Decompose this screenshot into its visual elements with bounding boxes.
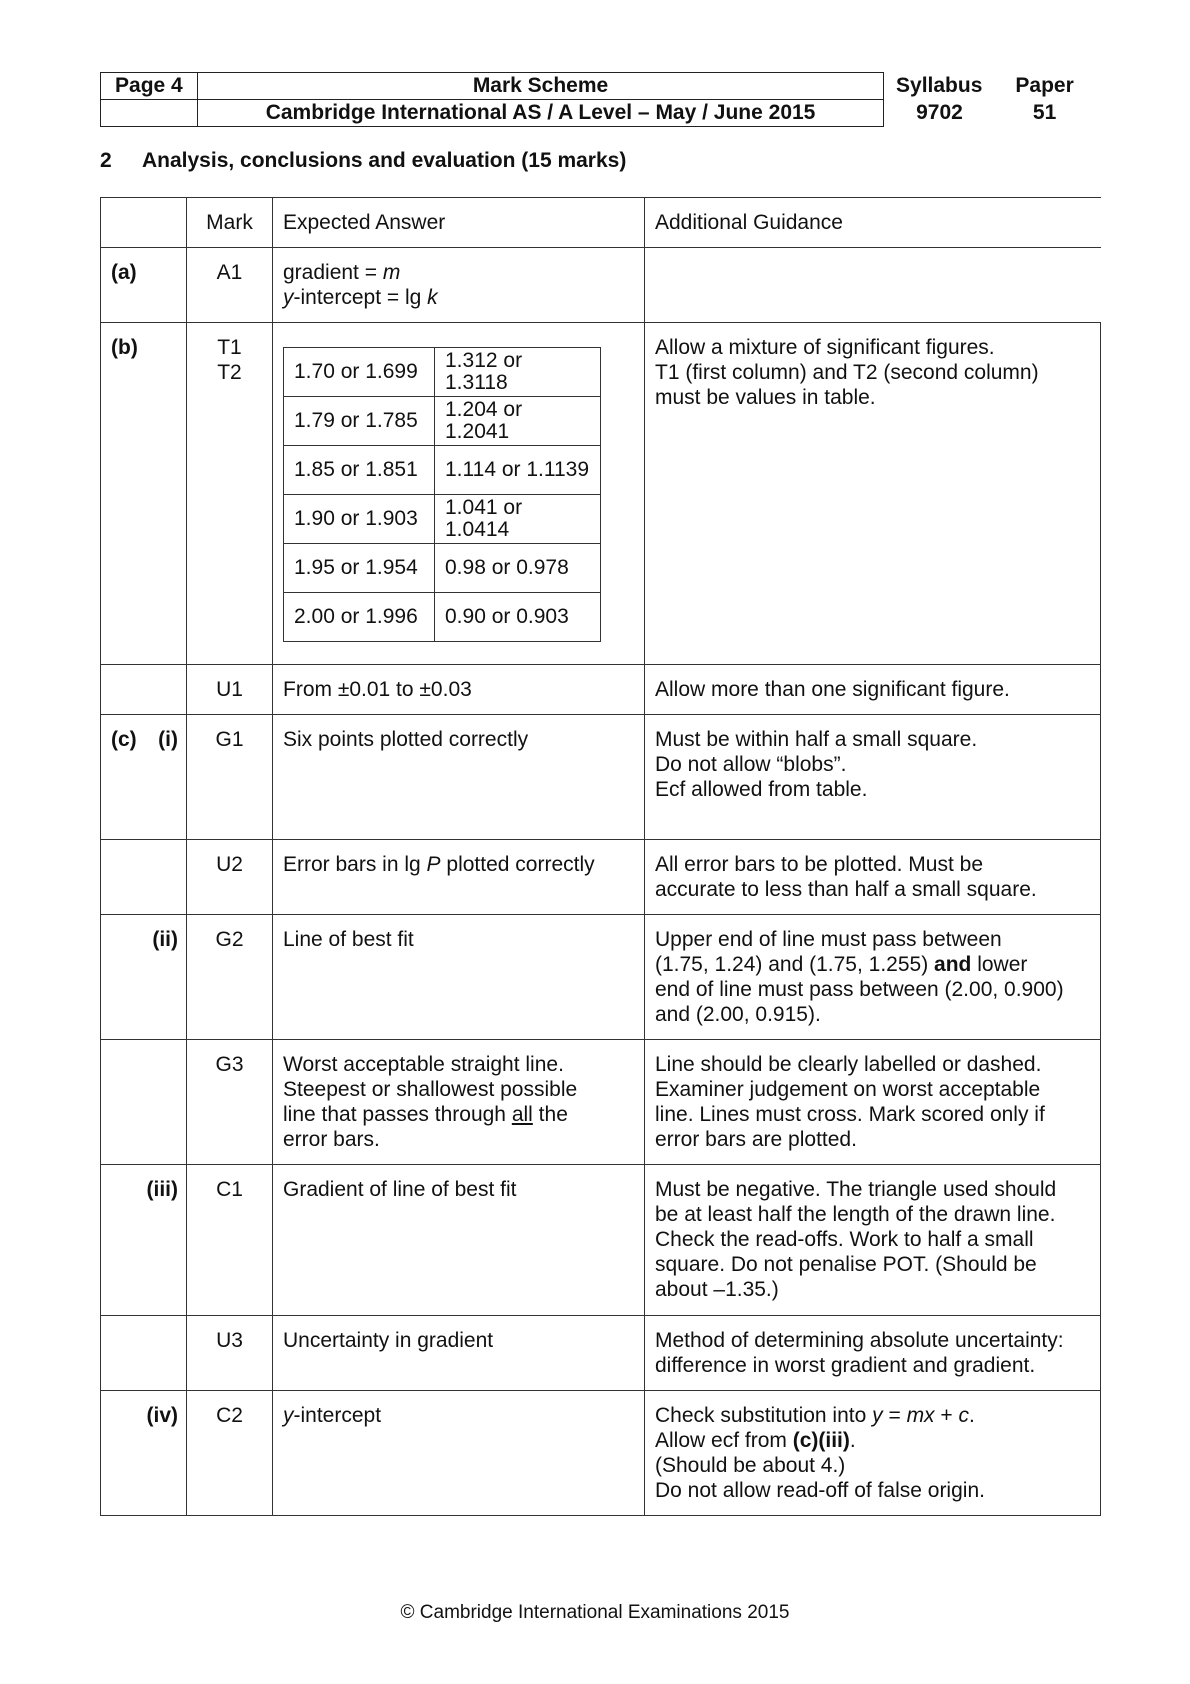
question-label: (iv) <box>101 1391 187 1516</box>
guidance-line: Method of determining absolute uncertainty: <box>655 1329 1064 1352</box>
mark-code: G3 <box>187 1040 273 1165</box>
guidance <box>645 1165 1101 1316</box>
guidance-text: Check substitution into <box>655 1404 873 1427</box>
mark-code-t1: T1 <box>217 336 242 359</box>
answer-line: error bars. <box>283 1128 380 1151</box>
syllabus-value: 9702 <box>916 101 963 124</box>
table-row <box>101 1316 1101 1391</box>
question-blank <box>101 1040 187 1165</box>
expected-answer <box>273 840 645 915</box>
answer-var: y <box>283 286 294 309</box>
section-heading <box>100 149 626 173</box>
guidance-line: Must be negative. The triangle used should <box>655 1178 1057 1201</box>
answer-var: k <box>427 286 438 309</box>
values-table-row <box>284 495 601 544</box>
guidance-bold: and <box>934 953 972 976</box>
mark-code: U1 <box>187 665 273 715</box>
mark-scheme-table <box>100 197 1101 1516</box>
guidance-line: about –1.35.) <box>655 1278 779 1301</box>
values-table <box>283 347 601 642</box>
values-table-row <box>284 593 601 642</box>
question-part: (c) <box>111 728 137 751</box>
value-cell-t2: 1.041 or 1.0414 <box>435 495 601 544</box>
table-row <box>101 248 1101 323</box>
mark-code-t2: T2 <box>217 361 242 384</box>
answer-text: -intercept = lg <box>293 286 428 309</box>
mark-code: U3 <box>187 1316 273 1391</box>
question-label: (ii) <box>101 915 187 1040</box>
guidance-blank <box>645 248 1101 323</box>
guidance <box>645 323 1101 665</box>
col-header-mark: Mark <box>187 198 273 248</box>
value-cell-t1: 1.90 or 1.903 <box>284 495 435 544</box>
guidance <box>645 1391 1101 1516</box>
question-blank <box>101 1316 187 1391</box>
guidance <box>645 1040 1101 1165</box>
answer-line: Steepest or shallowest possible <box>283 1078 578 1101</box>
expected-answer: From ±0.01 to ±0.03 <box>273 665 645 715</box>
guidance-line: Upper end of line must pass between <box>655 928 1002 951</box>
guidance-line: square. Do not penalise POT. (Should be <box>655 1253 1037 1276</box>
answer-text: -intercept <box>293 1404 382 1427</box>
mark-code: A1 <box>187 248 273 323</box>
guidance-line: be at least half the length of the drawn line. <box>655 1203 1056 1226</box>
question-label <box>101 715 187 840</box>
value-cell-t2: 1.312 or 1.3118 <box>435 348 601 397</box>
page-footer: © Cambridge International Examinations 2015 <box>400 1602 790 1623</box>
mark-code: C2 <box>187 1391 273 1516</box>
guidance-text: . <box>969 1404 975 1427</box>
header-title: Mark Scheme <box>197 73 883 100</box>
mark-code: G1 <box>187 715 273 840</box>
table-row <box>101 1040 1101 1165</box>
page-number: Page 4 <box>101 73 198 100</box>
mark-code: C1 <box>187 1165 273 1316</box>
table-row <box>101 715 1101 840</box>
values-table-row <box>284 544 601 593</box>
table-row <box>101 1165 1101 1316</box>
expected-answer <box>273 1040 645 1165</box>
value-cell-t1: 1.79 or 1.785 <box>284 397 435 446</box>
section-number: 2 <box>100 149 112 172</box>
answer-line: Worst acceptable straight line. <box>283 1053 564 1076</box>
guidance <box>645 715 1101 840</box>
guidance-line: line. Lines must cross. Mark scored only if <box>655 1103 1045 1126</box>
guidance-line: Allow a mixture of significant figures. <box>655 336 995 359</box>
expected-answer: Six points plotted correctly <box>273 715 645 840</box>
value-cell-t2: 1.114 or 1.1139 <box>435 446 601 495</box>
table-row <box>101 665 1101 715</box>
value-cell-t2: 1.204 or 1.2041 <box>435 397 601 446</box>
table-row <box>101 1391 1101 1516</box>
guidance-text: Allow ecf from <box>655 1429 793 1452</box>
guidance: Allow more than one significant figure. <box>645 665 1101 715</box>
answer-var: P <box>426 853 441 876</box>
mark-code: U2 <box>187 840 273 915</box>
answer-text: the <box>532 1103 568 1126</box>
answer-text: line that passes through <box>283 1103 512 1126</box>
value-cell-t1: 1.95 or 1.954 <box>284 544 435 593</box>
answer-text: plotted correctly <box>440 853 595 876</box>
guidance <box>645 840 1101 915</box>
guidance-line: All error bars to be plotted. Must be <box>655 853 983 876</box>
syllabus-label: Syllabus <box>896 74 983 97</box>
guidance-line: must be values in table. <box>655 386 876 409</box>
answer-underlined: all <box>511 1103 533 1126</box>
guidance-text: . <box>849 1429 856 1452</box>
guidance-text: = <box>882 1404 907 1427</box>
guidance-line: T1 (first column) and T2 (second column) <box>655 361 1039 384</box>
value-cell-t1: 2.00 or 1.996 <box>284 593 435 642</box>
value-cell-t1: 1.70 or 1.699 <box>284 348 435 397</box>
guidance-line: accurate to less than half a small square. <box>655 878 1037 901</box>
expected-answer: Gradient of line of best fit <box>273 1165 645 1316</box>
answer-text: gradient = <box>283 261 383 284</box>
guidance-line: Do not allow read-off of false origin. <box>655 1479 985 1502</box>
expected-answer: Uncertainty in gradient <box>273 1316 645 1391</box>
guidance-line: and (2.00, 0.915). <box>655 1003 821 1026</box>
guidance-line: Must be within half a small square. <box>655 728 978 751</box>
table-row <box>101 915 1101 1040</box>
question-label: (b) <box>101 323 187 665</box>
answer-text: Error bars in lg <box>283 853 427 876</box>
guidance-line: Do not allow “blobs”. <box>655 753 847 776</box>
question-blank <box>101 840 187 915</box>
values-table-row <box>284 397 601 446</box>
guidance-line: (Should be about 4.) <box>655 1454 846 1477</box>
value-cell-t2: 0.90 or 0.903 <box>435 593 601 642</box>
paper-value: 51 <box>1032 101 1057 124</box>
header-blank-cell <box>101 198 187 248</box>
col-header-guidance: Additional Guidance <box>645 198 1101 248</box>
values-table-row <box>284 348 601 397</box>
mark-code <box>187 323 273 665</box>
guidance-line: Ecf allowed from table. <box>655 778 868 801</box>
expected-answer <box>273 1391 645 1516</box>
mark-code: G2 <box>187 915 273 1040</box>
guidance <box>645 915 1101 1040</box>
guidance-bold: (c)(iii) <box>792 1429 850 1452</box>
question-label: (a) <box>101 248 187 323</box>
guidance-line: Check the read-offs. Work to half a small <box>655 1228 1034 1251</box>
question-blank <box>101 665 187 715</box>
guidance-text: (1.75, 1.24) and (1.75, 1.255) <box>655 953 935 976</box>
guidance <box>645 1316 1101 1391</box>
header-blank <box>101 100 198 127</box>
question-label: (iii) <box>101 1165 187 1316</box>
col-header-expected: Expected Answer <box>273 198 645 248</box>
page-header <box>100 72 1095 127</box>
table-row <box>101 840 1101 915</box>
question-subpart: (i) <box>158 728 178 751</box>
guidance-text: lower <box>971 953 1028 976</box>
expected-answer <box>273 323 645 665</box>
value-cell-t1: 1.85 or 1.851 <box>284 446 435 495</box>
table-header-row <box>101 198 1101 248</box>
paper-label: Paper <box>1015 74 1074 97</box>
answer-var: m <box>382 261 401 284</box>
guidance-line: Examiner judgement on worst acceptable <box>655 1078 1041 1101</box>
section-title: Analysis, conclusions and evaluation (15 marks) <box>142 149 627 172</box>
guidance-line: Line should be clearly labelled or dashed. <box>655 1053 1042 1076</box>
values-table-row <box>284 446 601 495</box>
guidance-text: + <box>934 1404 959 1427</box>
guidance-line: end of line must pass between (2.00, 0.900) <box>655 978 1064 1001</box>
guidance-line: difference in worst gradient and gradient. <box>655 1354 1036 1377</box>
guidance-var: mx <box>906 1404 935 1427</box>
table-row <box>101 323 1101 665</box>
guidance-var: c <box>958 1404 969 1427</box>
guidance-line: error bars are plotted. <box>655 1128 857 1151</box>
guidance-var: y <box>872 1404 883 1427</box>
expected-answer: Line of best fit <box>273 915 645 1040</box>
answer-var: y <box>283 1404 294 1427</box>
value-cell-t2: 0.98 or 0.978 <box>435 544 601 593</box>
expected-answer <box>273 248 645 323</box>
header-subtitle: Cambridge International AS / A Level – May / June 2015 <box>197 100 883 127</box>
